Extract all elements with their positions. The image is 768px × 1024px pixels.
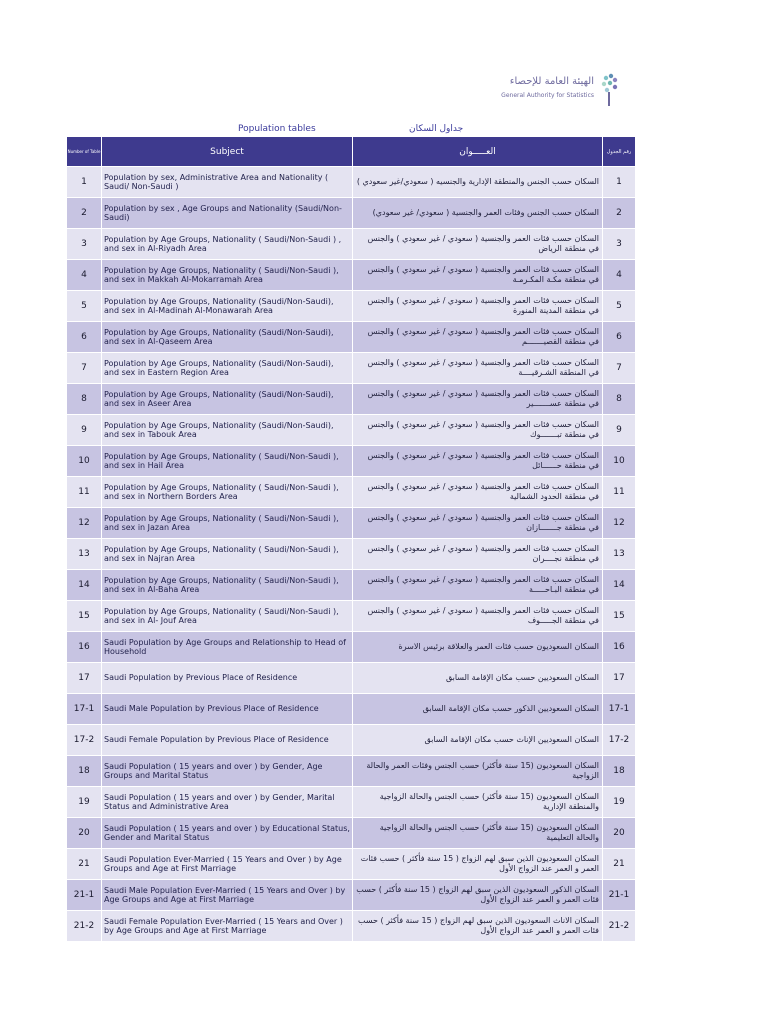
row-number-ar: 14	[603, 570, 636, 601]
row-number: 18	[67, 756, 102, 787]
row-subject: Population by Age Groups, Nationality ( Saudi/Non-Saudi ), and sex in Northern Borders Area	[102, 477, 353, 508]
row-title-ar: السكان الاناث السعوديون الذين سبق لهم الزواج ( 15 سنة فأكثر ) حسب فئات العمر و العمر عند الزواج الأول	[353, 911, 603, 942]
row-subject: Saudi Male Population Ever-Married ( 15 Years and Over ) by Age Groups and Age at First Marriage	[102, 880, 353, 911]
row-subject: Saudi Population ( 15 years and over ) by Educational Status, Gender and Marital Status	[102, 818, 353, 849]
row-subject: Saudi Population Ever-Married ( 15 Years and Over ) by Age Groups and Age at First Marriage	[102, 849, 353, 880]
row-number: 6	[67, 322, 102, 353]
row-subject: Population by Age Groups, Nationality ( Saudi/Non-Saudi ), and sex in Najran Area	[102, 539, 353, 570]
row-title-ar: السكان حسب فئات العمر والجنسية ( سعودي / غير سعودي ) والجنس في منطقة حــــــائل	[353, 446, 603, 477]
row-title-ar: السكان حسب الجنس وفئات العمر والجنسية ( سعودي/ غير سعودي)	[353, 198, 603, 229]
population-tables-index	[66, 136, 636, 942]
logo-name-en: General Authority for Statistics	[501, 92, 594, 99]
row-title-ar: السكان الذكور السعوديون الذين سبق لهم الزواج ( 15 سنة فأكثر ) حسب فئات العمر و العمر عند الزواج الأول	[353, 880, 603, 911]
row-number: 19	[67, 787, 102, 818]
row-number: 21-2	[67, 911, 102, 942]
row-number-ar: 20	[603, 818, 636, 849]
row-subject: Population by Age Groups, Nationality (Saudi/Non-Saudi), and sex in Aseer Area	[102, 384, 353, 415]
row-subject: Saudi Male Population by Previous Place of Residence	[102, 694, 353, 725]
table-row[interactable]	[67, 756, 636, 787]
row-number: 14	[67, 570, 102, 601]
header-number-of-table: Number of Table	[67, 137, 102, 167]
row-subject: Population by Age Groups, Nationality (Saudi/Non-Saudi), and sex in Tabouk Area	[102, 415, 353, 446]
row-subject: Population by Age Groups, Nationality ( Saudi/Non-Saudi ) , and sex in Al-Riyadh Area	[102, 229, 353, 260]
row-number: 17-2	[67, 725, 102, 756]
row-number: 15	[67, 601, 102, 632]
row-subject: Saudi Female Population by Previous Place of Residence	[102, 725, 353, 756]
caption-ar: جداول السكان	[409, 124, 464, 134]
row-number-ar: 9	[603, 415, 636, 446]
row-title-ar: السكان السعوديون حسب فئات العمر والعلاقة برئيس الاسرة	[353, 632, 603, 663]
header-title-ar: العـــــوان	[353, 137, 603, 167]
row-title-ar: السكان السعوديون (15 سنة فأكثر) حسب الجنس والحالة الزواجية والحالة التعليمية	[353, 818, 603, 849]
row-number-ar: 17	[603, 663, 636, 694]
table-row[interactable]	[67, 570, 636, 601]
row-subject: Population by Age Groups, Nationality ( Saudi/Non-Saudi ), and sex in Al- Jouf Area	[102, 601, 353, 632]
row-subject: Saudi Population by Age Groups and Relationship to Head of Household	[102, 632, 353, 663]
table-row[interactable]	[67, 167, 636, 198]
table-row[interactable]	[67, 663, 636, 694]
row-number-ar: 4	[603, 260, 636, 291]
row-number-ar: 13	[603, 539, 636, 570]
row-number-ar: 6	[603, 322, 636, 353]
row-title-ar: السكان حسب فئات العمر والجنسية ( سعودي / غير سعودي ) والجنس في منطقة مكـة المكـرمـة	[353, 260, 603, 291]
row-number-ar: 11	[603, 477, 636, 508]
row-number: 4	[67, 260, 102, 291]
gastat-logo	[501, 72, 620, 108]
row-subject: Population by Age Groups, Nationality ( Saudi/Non-Saudi ), and sex in Al-Baha Area	[102, 570, 353, 601]
row-number-ar: 12	[603, 508, 636, 539]
row-number: 11	[67, 477, 102, 508]
table-row[interactable]	[67, 508, 636, 539]
row-subject: Population by Age Groups, Nationality ( Saudi/Non-Saudi ), and sex in Makkah Al-Mokarramah Area	[102, 260, 353, 291]
row-title-ar: السكان حسب فئات العمر والجنسية ( سعودي / غير سعودي ) والجنس في المنطقة الشـرقيــــة	[353, 353, 603, 384]
table-row[interactable]	[67, 353, 636, 384]
logo-name-ar: الهيئة العامة للإحصاء	[509, 76, 594, 87]
row-title-ar: السكان حسب فئات العمر والجنسية ( سعودي / غير سعودي ) والجنس في منطقة عســـــــير	[353, 384, 603, 415]
row-number-ar: 3	[603, 229, 636, 260]
row-number-ar: 17-1	[603, 694, 636, 725]
row-number-ar: 5	[603, 291, 636, 322]
table-row[interactable]	[67, 880, 636, 911]
header-subject: Subject	[102, 137, 353, 167]
row-subject: Saudi Female Population Ever-Married ( 15 Years and Over ) by Age Groups and Age at First Marriage	[102, 911, 353, 942]
table-row[interactable]	[67, 322, 636, 353]
row-number: 21-1	[67, 880, 102, 911]
table-row[interactable]	[67, 694, 636, 725]
table-row[interactable]	[67, 787, 636, 818]
table-row[interactable]	[67, 477, 636, 508]
table-header-row	[67, 137, 636, 167]
row-title-ar: السكان حسب فئات العمر والجنسية ( سعودي / غير سعودي ) والجنس في منطقة جـــــــازان	[353, 508, 603, 539]
row-number: 9	[67, 415, 102, 446]
row-number: 16	[67, 632, 102, 663]
row-title-ar: السكان السعوديين الذكور حسب مكان الإقامة السابق	[353, 694, 603, 725]
row-number-ar: 19	[603, 787, 636, 818]
row-subject: Population by Age Groups, Nationality (Saudi/Non-Saudi), and sex in Eastern Region Area	[102, 353, 353, 384]
gastat-logo-icon	[598, 72, 620, 108]
row-number-ar: 7	[603, 353, 636, 384]
row-number: 3	[67, 229, 102, 260]
row-number-ar: 1	[603, 167, 636, 198]
row-title-ar: السكان حسب فئات العمر والجنسية ( سعودي / غير سعودي ) والجنس في منطقة القصيـــــــم	[353, 322, 603, 353]
table-row[interactable]	[67, 818, 636, 849]
row-number-ar: 2	[603, 198, 636, 229]
table-row[interactable]	[67, 725, 636, 756]
row-number: 8	[67, 384, 102, 415]
row-number: 17-1	[67, 694, 102, 725]
table-row[interactable]	[67, 415, 636, 446]
row-subject: Population by Age Groups, Nationality ( Saudi/Non-Saudi ), and sex in Hail Area	[102, 446, 353, 477]
row-number: 5	[67, 291, 102, 322]
row-number: 12	[67, 508, 102, 539]
row-number-ar: 10	[603, 446, 636, 477]
row-title-ar: السكان حسب فئات العمر والجنسية ( سعودي / غير سعودي ) والجنس في منطقة المدينة المنورة	[353, 291, 603, 322]
row-title-ar: السكان حسب فئات العمر والجنسية ( سعودي / غير سعودي ) والجنس في منطقة نجــــران	[353, 539, 603, 570]
row-title-ar: السكان السعوديون الذين سبق لهم الزواج ( 15 سنة فأكثر ) حسب فئات العمر و العمر عند الزواج الأول	[353, 849, 603, 880]
table-row[interactable]	[67, 384, 636, 415]
table-row[interactable]	[67, 601, 636, 632]
table-row[interactable]	[67, 229, 636, 260]
row-number-ar: 21-1	[603, 880, 636, 911]
row-subject: Saudi Population by Previous Place of Residence	[102, 663, 353, 694]
row-number: 10	[67, 446, 102, 477]
row-number-ar: 18	[603, 756, 636, 787]
row-number: 1	[67, 167, 102, 198]
row-number: 20	[67, 818, 102, 849]
row-number: 21	[67, 849, 102, 880]
table-row[interactable]	[67, 260, 636, 291]
row-number-ar: 15	[603, 601, 636, 632]
row-subject: Population by sex , Age Groups and Nationality (Saudi/Non-Saudi)	[102, 198, 353, 229]
table-row[interactable]	[67, 632, 636, 663]
row-subject: Population by Age Groups, Nationality (Saudi/Non-Saudi), and sex in Al-Madinah Al-Monawarah Area	[102, 291, 353, 322]
row-title-ar: السكان حسب فئات العمر والجنسية ( سعودي / غير سعودي ) والجنس في منطقة الجـــــوف	[353, 601, 603, 632]
row-title-ar: السكان السعوديين حسب مكان الإقامة السابق	[353, 663, 603, 694]
row-number: 7	[67, 353, 102, 384]
row-number-ar: 16	[603, 632, 636, 663]
row-number-ar: 21	[603, 849, 636, 880]
table-row[interactable]	[67, 291, 636, 322]
table-row[interactable]	[67, 911, 636, 942]
row-subject: Saudi Population ( 15 years and over ) by Gender, Age Groups and Marital Status	[102, 756, 353, 787]
table-row[interactable]	[67, 539, 636, 570]
row-title-ar: السكان حسب فئات العمر والجنسية ( سعودي / غير سعودي ) والجنس في منطقة البـاحـــــة	[353, 570, 603, 601]
table-row[interactable]	[67, 849, 636, 880]
row-subject: Population by sex, Administrative Area and Nationality ( Saudi/ Non-Saudi )	[102, 167, 353, 198]
row-title-ar: السكان حسب الجنس والمنطقة الإدارية والجنسيه ( سعودي/غير سعودي )	[353, 167, 603, 198]
row-number: 2	[67, 198, 102, 229]
row-title-ar: السكان السعوديون (15 سنة فأكثر) حسب الجنس وفئات العمر والحالة الزواجية	[353, 756, 603, 787]
row-title-ar: السكان السعوديون (15 سنة فأكثر) حسب الجنس والحالة الزواجية والمنطقة الإدارية	[353, 787, 603, 818]
row-number: 17	[67, 663, 102, 694]
row-title-ar: السكان حسب فئات العمر والجنسية ( سعودي / غير سعودي ) والجنس في منطقة الحدود الشمالية	[353, 477, 603, 508]
row-title-ar: السكان حسب فئات العمر والجنسية ( سعودي / غير سعودي ) والجنس في منطقة تبـــــــوك	[353, 415, 603, 446]
row-number-ar: 17-2	[603, 725, 636, 756]
row-subject: Population by Age Groups, Nationality (Saudi/Non-Saudi), and sex in Al-Qaseem Area	[102, 322, 353, 353]
row-number-ar: 21-2	[603, 911, 636, 942]
row-subject: Saudi Population ( 15 years and over ) by Gender, Marital Status and Administrative Area	[102, 787, 353, 818]
caption-en: Population tables	[238, 124, 316, 134]
row-number-ar: 8	[603, 384, 636, 415]
table-row[interactable]	[67, 446, 636, 477]
header-number-ar: رقم الجدول	[603, 137, 636, 167]
row-number: 13	[67, 539, 102, 570]
row-subject: Population by Age Groups, Nationality ( Saudi/Non-Saudi ), and sex in Jazan Area	[102, 508, 353, 539]
row-title-ar: السكان السعوديين الإناث حسب مكان الإقامة السابق	[353, 725, 603, 756]
row-title-ar: السكان حسب فئات العمر والجنسية ( سعودي / غير سعودي ) والجنس في منطقة الرياض	[353, 229, 603, 260]
table-row[interactable]	[67, 198, 636, 229]
